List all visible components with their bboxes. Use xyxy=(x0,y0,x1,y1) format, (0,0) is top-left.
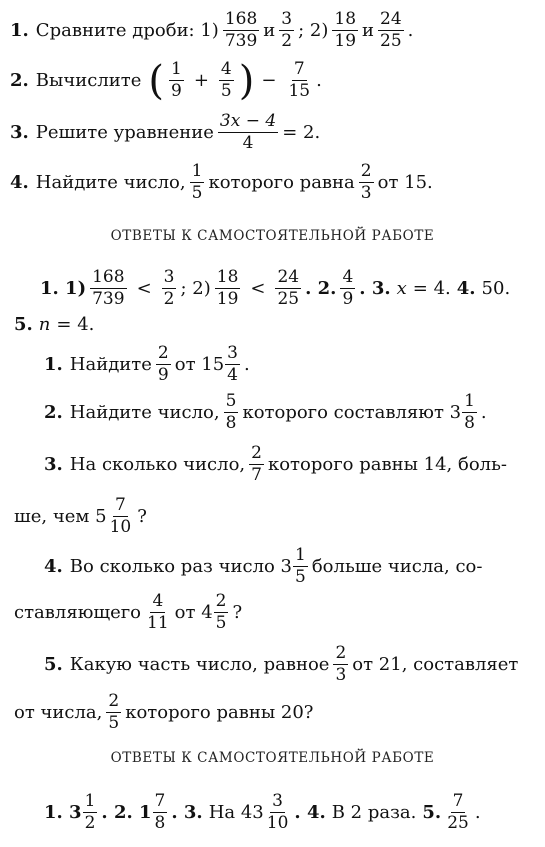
task-number: 1. xyxy=(10,19,29,41)
minus-sign: − xyxy=(261,69,277,91)
fraction xyxy=(224,392,239,433)
answer-value: На 43 xyxy=(208,801,264,823)
numerator: 18 xyxy=(216,267,239,287)
period: . xyxy=(244,353,250,375)
denominator: 15 xyxy=(288,81,311,101)
numerator: 2 xyxy=(251,443,262,463)
fraction xyxy=(218,112,278,153)
plus-sign: + xyxy=(193,69,209,91)
answer-label: 1. 3 xyxy=(44,801,82,823)
task-1-4 xyxy=(10,162,433,203)
answers-line-1 xyxy=(40,268,510,309)
task-number: 2. xyxy=(10,69,29,91)
answers-heading: ОТВЕТЫ К САМОСТОЯТЕЛЬНОЙ РАБОТЕ xyxy=(110,228,435,244)
fraction xyxy=(225,344,240,385)
denominator: 2 xyxy=(84,813,96,833)
answer-label: . 3. xyxy=(171,801,203,823)
fraction xyxy=(293,546,308,587)
task-text-mid: которого равны 14, боль- xyxy=(267,453,507,475)
task-text-mid: которого равна xyxy=(208,171,355,193)
answer-label: . 3. xyxy=(359,277,391,299)
numerator: 1 xyxy=(191,161,203,181)
denominator: 25 xyxy=(380,31,402,51)
answer-label: 1. 1) xyxy=(40,277,87,299)
right-paren: ) xyxy=(238,57,255,104)
denominator: 3 xyxy=(335,665,347,685)
answer-label: 4. xyxy=(456,277,476,299)
task-text: Решите уравнение xyxy=(35,121,214,143)
task-text-cont: от числа, xyxy=(14,701,103,723)
fraction xyxy=(108,496,134,537)
fraction xyxy=(83,792,98,833)
denominator: 19 xyxy=(334,31,357,51)
variable-x: x xyxy=(396,277,407,299)
denominator: 8 xyxy=(225,413,237,433)
fraction xyxy=(275,268,301,309)
period: . xyxy=(480,401,487,423)
denominator: 5 xyxy=(108,713,120,733)
numerator: 3 xyxy=(163,267,175,287)
answer-value: = 4. xyxy=(412,277,451,299)
task-2-5 xyxy=(44,644,518,685)
task-text: Во сколько раз число 3 xyxy=(69,555,293,577)
fraction xyxy=(378,10,404,51)
task-text: Найдите число, xyxy=(69,401,220,423)
denominator: 5 xyxy=(191,183,203,203)
less-than-sign: < xyxy=(136,277,152,299)
denominator: 10 xyxy=(266,813,289,833)
task-number: 5. xyxy=(44,653,63,675)
fraction xyxy=(279,10,294,51)
denominator: 25 xyxy=(447,813,469,833)
less-than-sign: < xyxy=(250,277,266,299)
task-2-5-cont xyxy=(14,692,313,733)
task-2-4 xyxy=(44,546,482,587)
numerator: 2 xyxy=(360,161,372,181)
numerator: 1 xyxy=(295,545,306,565)
numerator: 18 xyxy=(334,9,357,29)
numerator: 168 xyxy=(92,267,125,287)
numerator: 3 xyxy=(227,343,238,363)
denominator: 9 xyxy=(157,365,169,385)
answers-line-2 xyxy=(14,314,94,336)
fraction xyxy=(90,268,126,309)
task-text: Найдите xyxy=(69,353,152,375)
task-number: 3. xyxy=(44,453,63,475)
fraction xyxy=(215,268,241,309)
equation-rhs: = 2. xyxy=(282,121,321,143)
numerator: 7 xyxy=(154,791,166,811)
task-text-cont: ше, чем 5 xyxy=(14,505,107,527)
task-2-3 xyxy=(44,444,507,485)
denominator: 5 xyxy=(295,567,306,587)
variable-n: n xyxy=(38,314,51,335)
task-text-end: которого равны 20? xyxy=(125,701,314,723)
answer-label: . 2. xyxy=(305,277,337,299)
answers-line-3 xyxy=(44,792,481,833)
denominator: 9 xyxy=(170,81,182,101)
task-text-mid: от 4 xyxy=(174,601,213,623)
numerator: 3 xyxy=(272,791,283,811)
answer-label: . 4. xyxy=(294,801,326,823)
numerator: 7 xyxy=(452,791,464,811)
fraction xyxy=(214,592,229,633)
task-text: Какую часть число, равное xyxy=(69,653,330,675)
task-number: 2. xyxy=(44,401,63,423)
fraction xyxy=(106,692,121,733)
task-text: Сравните дроби: 1) xyxy=(35,19,219,41)
denominator: 4 xyxy=(242,133,254,153)
denominator: 8 xyxy=(154,813,166,833)
fraction xyxy=(153,792,168,833)
answer-value: = 4. xyxy=(56,314,95,335)
denominator: 2 xyxy=(281,31,293,51)
numerator: 2 xyxy=(335,643,347,663)
task-number: 1. xyxy=(44,353,63,375)
numerator: 2 xyxy=(215,591,227,611)
conjunction: и xyxy=(263,19,276,41)
denominator: 3 xyxy=(360,183,372,203)
fraction xyxy=(249,444,264,485)
task-2-4-cont xyxy=(14,592,242,633)
numerator: 168 xyxy=(224,9,258,29)
answer-label: 5. xyxy=(14,314,33,335)
answers-heading-2: ОТВЕТЫ К САМОСТОЯТЕЛЬНОЙ РАБОТЕ xyxy=(110,750,435,766)
denominator: 7 xyxy=(251,465,262,485)
left-paren: ( xyxy=(148,57,164,104)
denominator: 11 xyxy=(147,613,169,633)
numerator: 3x − 4 xyxy=(219,111,277,131)
numerator: 1 xyxy=(170,59,182,79)
numerator: 1 xyxy=(84,791,96,811)
fraction xyxy=(265,792,291,833)
numerator: 1 xyxy=(464,391,475,411)
fraction xyxy=(223,10,259,51)
numerator: 2 xyxy=(157,343,169,363)
task-text-mid: от 21, составляет xyxy=(352,653,519,675)
fraction xyxy=(445,792,471,833)
period: . xyxy=(474,801,481,823)
fraction xyxy=(190,162,205,203)
task-2-2 xyxy=(44,392,487,433)
denominator: 5 xyxy=(220,81,232,101)
task-text-mid: от 15 xyxy=(174,353,225,375)
task-text-mid: которого составляют 3 xyxy=(242,401,462,423)
period: . xyxy=(407,19,414,41)
task-text: На сколько число, xyxy=(69,453,246,475)
numerator: 2 xyxy=(108,691,120,711)
denominator: 9 xyxy=(342,289,354,309)
denominator: 8 xyxy=(464,413,475,433)
task-1-3 xyxy=(10,112,320,153)
answer-text: ; 2) xyxy=(180,277,211,299)
task-1-1 xyxy=(10,10,413,51)
fraction xyxy=(169,60,184,101)
numerator: 4 xyxy=(152,591,164,611)
task-number: 4. xyxy=(10,171,29,193)
denominator: 739 xyxy=(224,31,258,51)
denominator: 4 xyxy=(227,365,238,385)
task-number: 4. xyxy=(44,555,63,577)
task-text-cont: ставляющего xyxy=(14,601,142,623)
numerator: 7 xyxy=(293,59,305,79)
numerator: 3 xyxy=(281,9,293,29)
numerator: 24 xyxy=(380,9,402,29)
conjunction: и xyxy=(362,19,375,41)
fraction xyxy=(332,10,358,51)
fraction xyxy=(462,392,477,433)
fraction xyxy=(145,592,171,633)
task-text-mid: ; 2) xyxy=(298,19,329,41)
fraction xyxy=(156,344,171,385)
task-text-end: от 15. xyxy=(377,171,433,193)
task-text: Найдите число, xyxy=(35,171,186,193)
fraction xyxy=(219,60,234,101)
task-text-mid: больше числа, со- xyxy=(311,555,483,577)
period: . xyxy=(316,69,322,91)
task-text: Вычислите xyxy=(35,69,142,91)
answer-label: . 2. 1 xyxy=(101,801,152,823)
fraction xyxy=(340,268,355,309)
task-2-1 xyxy=(44,344,250,385)
question-mark: ? xyxy=(232,601,243,623)
numerator: 4 xyxy=(220,59,232,79)
task-2-3-cont xyxy=(14,496,147,537)
answer-value: В 2 раза. xyxy=(331,801,417,823)
fraction xyxy=(162,268,177,309)
task-number: 3. xyxy=(10,121,29,143)
numerator: 24 xyxy=(277,267,300,287)
denominator: 25 xyxy=(277,289,300,309)
denominator: 10 xyxy=(109,517,132,537)
denominator: 19 xyxy=(216,289,239,309)
answer-value: 50. xyxy=(481,277,511,299)
fraction xyxy=(286,60,312,101)
question-mark: ? xyxy=(137,505,147,527)
answer-label: 5. xyxy=(422,801,442,823)
numerator: 7 xyxy=(114,495,126,515)
numerator: 5 xyxy=(225,391,237,411)
denominator: 5 xyxy=(215,613,227,633)
task-1-2 xyxy=(10,57,322,104)
fraction xyxy=(333,644,348,685)
numerator: 4 xyxy=(342,267,354,287)
denominator: 739 xyxy=(92,289,125,309)
denominator: 2 xyxy=(163,289,175,309)
fraction xyxy=(359,162,374,203)
